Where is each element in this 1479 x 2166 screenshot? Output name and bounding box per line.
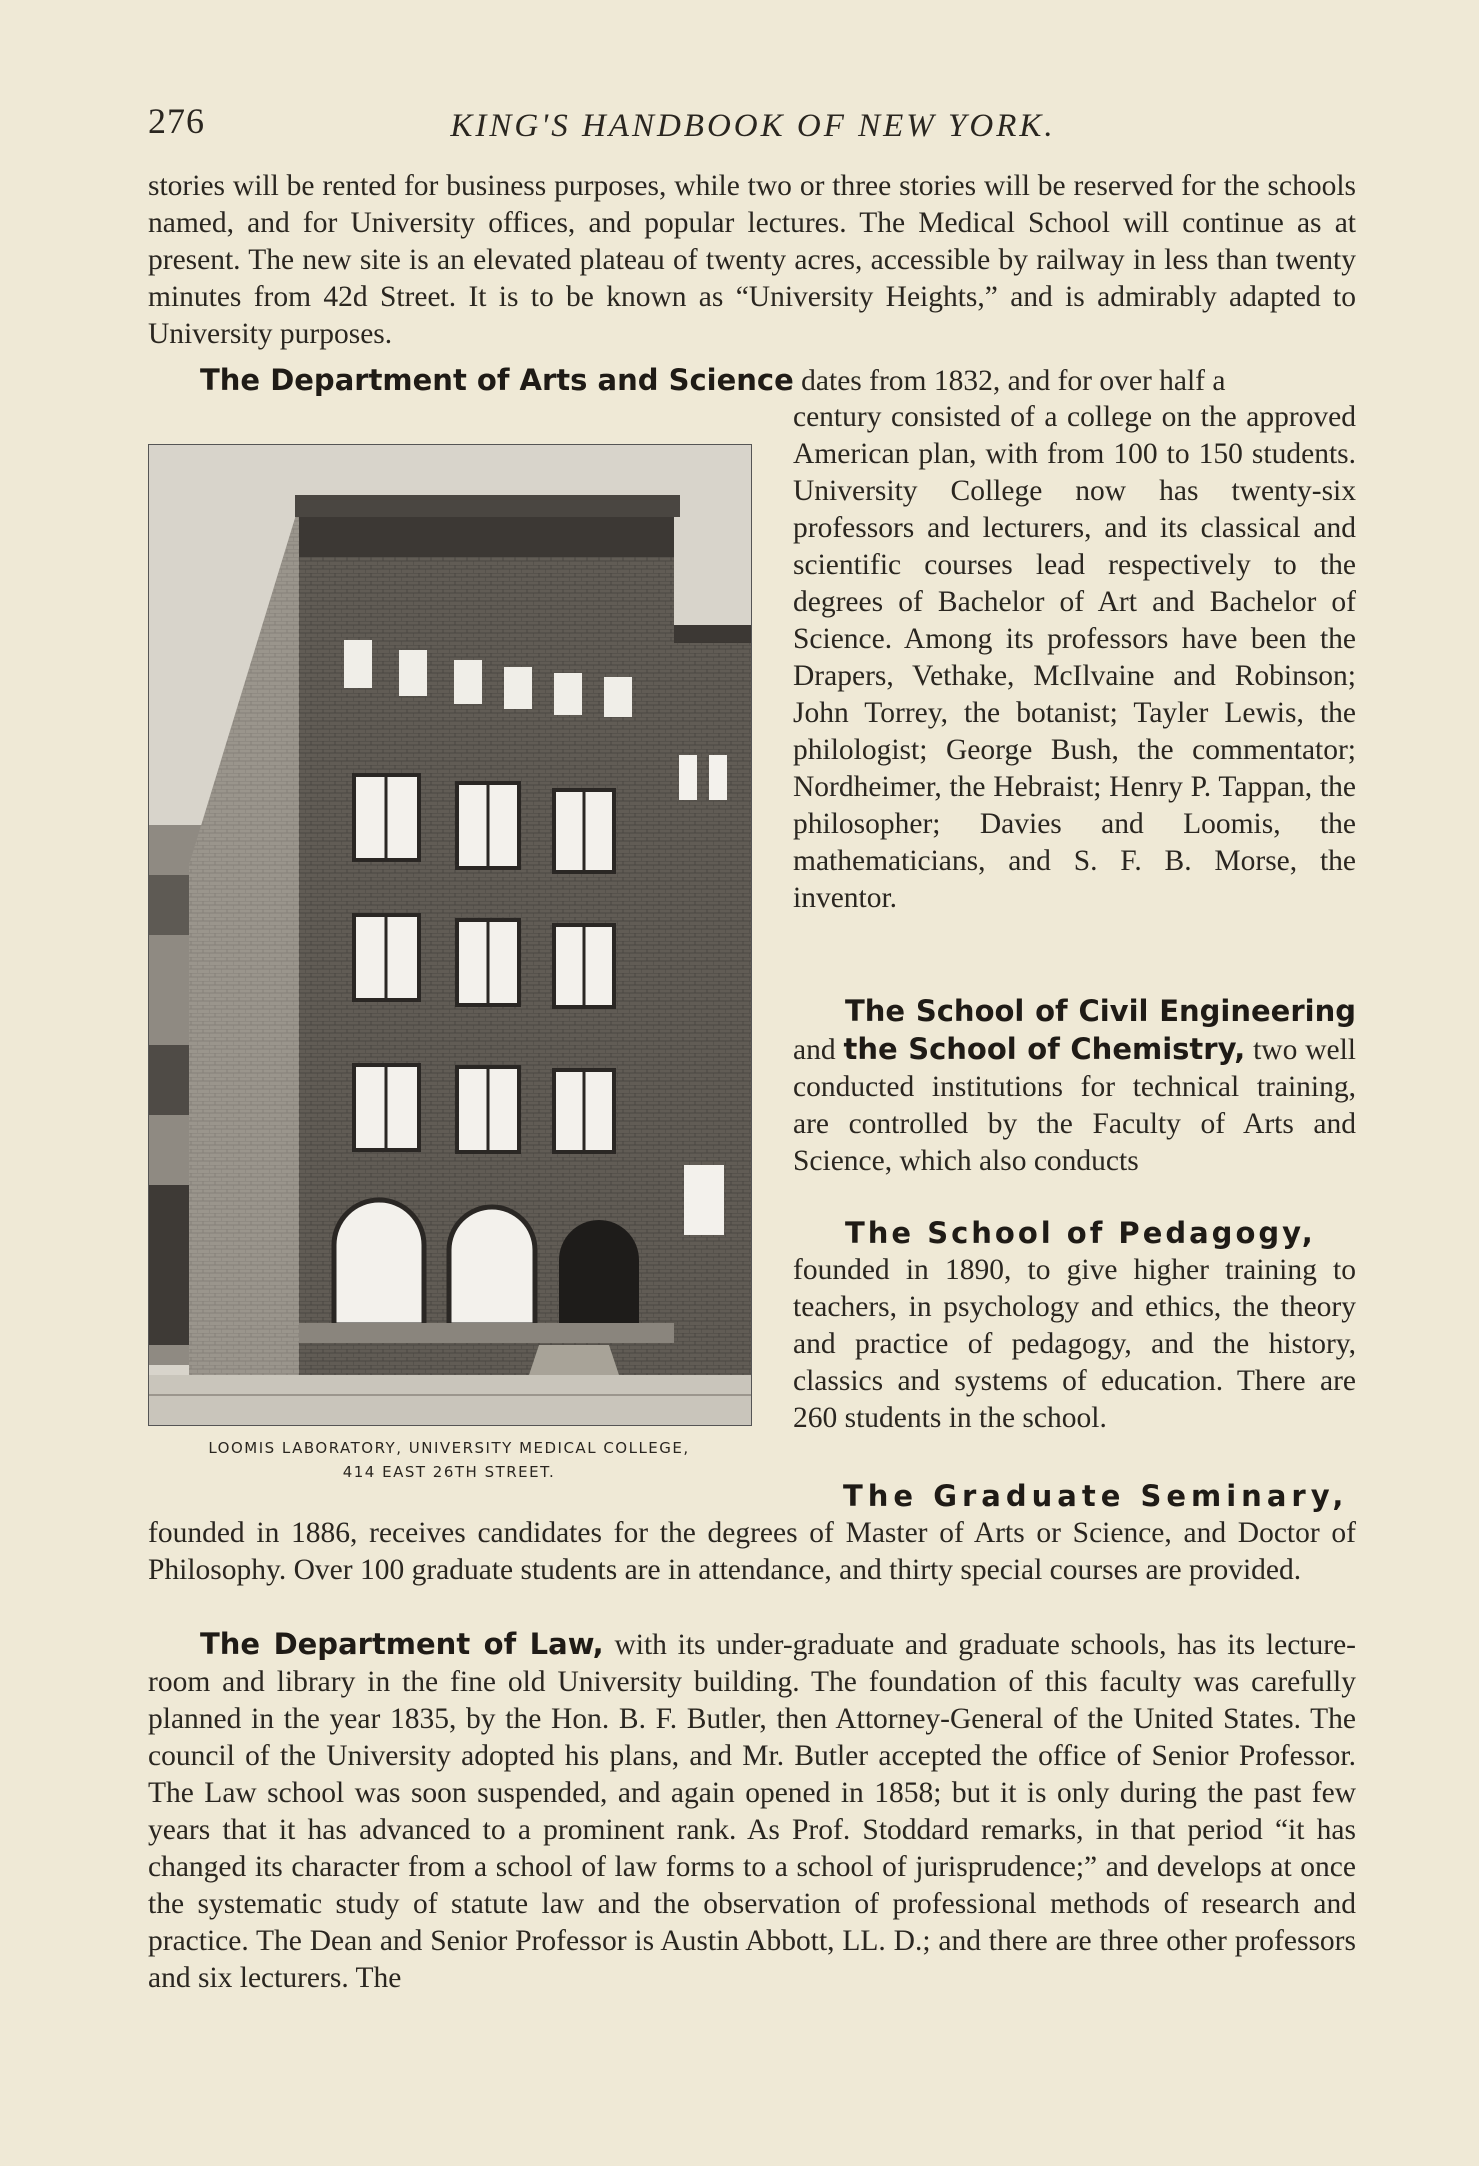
graduate-heading-line: [793, 1478, 1356, 1515]
pedagogy-text: founded in 1890, to give higher training to teachers, in psychology and ethics, the theory and practice of pedagogy, and the history, classics and systems of education. There are 260 students in the school.: [793, 1254, 1356, 1434]
caption-line-2: 414 EAST 26TH STREET.: [342, 1463, 556, 1481]
civil-engineering-text: two well conducted institutions for technical training, are controlled by the Faculty of Arts and Science, which also conducts: [793, 1034, 1357, 1177]
running-head: KING'S HANDBOOK OF NEW YORK.: [450, 108, 1056, 144]
pedagogy-heading: The School of Pedagogy,: [845, 1216, 1316, 1250]
page-header: [148, 100, 1358, 150]
graduate-heading: The Graduate Seminary,: [843, 1479, 1349, 1513]
civil-engineering-heading: The School of Civil Engineering: [845, 994, 1356, 1028]
law-paragraph: [148, 1626, 1356, 2036]
arts-text-continued: century consisted of a college on the approved American plan, with from 100 to 150 students. University College now has twenty-six professors and lecturers, and its classical and scientific courses lead respectively to the degrees of Bachelor of Art and Bachelor of Science. Among its professors have been the Drapers, Vethake, McIlvaine and Robinson; John Torrey, the botanist; Tayler Lewis, the philologist; George Bush, the commentator; Nordheimer, the Hebraist; Henry P. Tappan, the philosopher; Davies and Loomis, the mathematicians, and S. F. B. Morse, the inventor.: [793, 401, 1356, 914]
arts-heading: The Department of Arts and Science: [200, 363, 794, 397]
intro-paragraph: [148, 168, 1356, 358]
civil-engineering-paragraph: [793, 993, 1356, 1178]
building-illustration: [148, 444, 752, 1426]
civil-and-text: and: [793, 1034, 836, 1066]
pedagogy-paragraph: [793, 1215, 1356, 1475]
graduate-text: founded in 1886, receives candidates for the degrees of Master of Arts or Science, and Doctor of Philosophy. Over 100 graduate students are in attendance, and thirty special courses are provided.: [148, 1517, 1356, 1586]
intro-paragraph-text: stories will be rented for business purposes, while two or three stories will be reserved for the schools named, and for University offices, and popular lectures. The Medical School will continue as at present. The new site is an elevated plateau of twenty acres, accessible by railway in less than twenty minutes from 42d Street. It is to be known as “University Heights,” and is admirably adapted to University purposes.: [148, 170, 1356, 350]
loomis-laboratory-image: [149, 445, 751, 1425]
caption-line-1: LOOMIS LABORATORY, UNIVERSITY MEDICAL COLLEGE,: [208, 1439, 690, 1457]
law-text: with its under-graduate and graduate schools, has its lecture-room and library in the fine old University building. The foundation of this faculty was carefully planned in the year 1835, by the Hon. B. F. Butler, then Attorney-General of the United States. The council of the University adopted his plans, and Mr. Butler accepted the office of Senior Professor. The Law school was soon suspended, and again opened in 1858; but it is only during the past few years that it has advanced to a prominent rank. As Prof. Stoddard remarks, in that period “it has changed its character from a school of law forms to a school of jurisprudence;” and develops at once the systematic study of statute law and the observation of professional methods of research and practice. The Dean and Senior Professor is Austin Abbott, LL. D.; and there are three other professors and six lecturers. The: [148, 1629, 1356, 1994]
arts-text: dates from 1832, and for over half a: [801, 365, 1226, 397]
arts-paragraph-start: [148, 362, 1356, 400]
chemistry-heading: the School of Chemistry,: [843, 1032, 1246, 1066]
arts-paragraph-continued: [793, 399, 1356, 991]
page-number: 276: [148, 101, 205, 141]
graduate-paragraph: [148, 1515, 1356, 1630]
law-heading: The Department of Law,: [200, 1627, 604, 1661]
figure-caption: [148, 1436, 750, 1484]
